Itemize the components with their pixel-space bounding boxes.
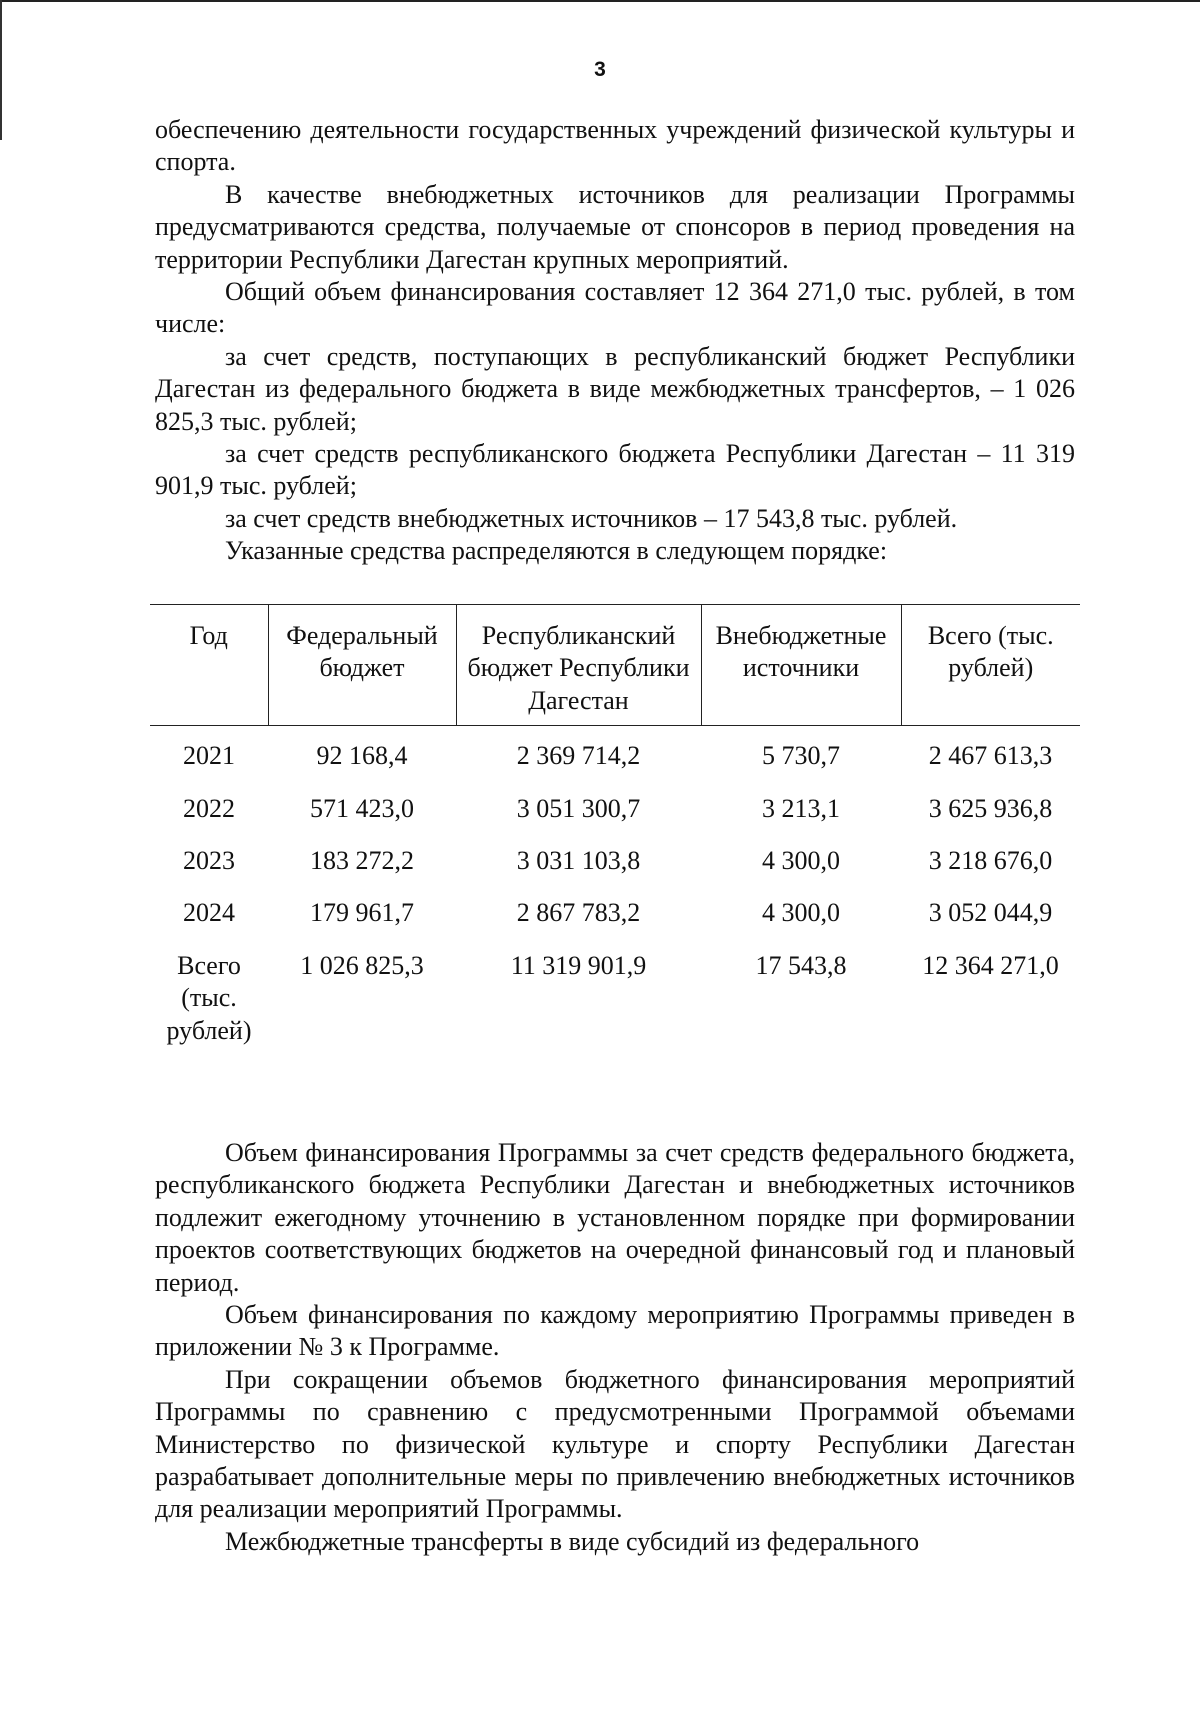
paragraph: Объем финансирования по каждому мероприятию Программы приведен в приложении № 3 к Программе.	[155, 1300, 1075, 1362]
page-number: 3	[594, 58, 606, 81]
paragraph: При сокращении объемов бюджетного финансирования мероприятий Программы по сравнению с предусмотренными Программой объемами Министерство по физической культуре и спорту Республики Дагестан разрабатывает дополнительные меры по привлечению внебюджетных источников для реализации мероприятий Программы.	[155, 1364, 1075, 1524]
body-text-top	[155, 114, 1075, 568]
paragraph: Общий объем финансирования составляет 12 364 271,0 тыс. рублей, в том числе:	[155, 277, 1075, 339]
top-border-line	[0, 0, 1200, 2]
table-row-total	[150, 938, 1080, 1055]
table-header-row	[150, 605, 1080, 726]
cell-total: 3 218 676,0	[928, 846, 1053, 876]
header-total: Всего (тыс. рублей)	[901, 605, 1080, 726]
header-year: Год	[150, 605, 268, 726]
cell-federal: 92 168,4	[316, 741, 408, 771]
header-republic: Республиканский бюджет Республики Дагестан	[456, 605, 701, 726]
cell-total: 3 625 936,8	[928, 793, 1053, 823]
header-extrabudget: Внебюджетные источники	[701, 605, 901, 726]
cell-republic: 2 369 714,2	[516, 741, 641, 771]
cell-federal: 1 026 825,3	[300, 950, 424, 980]
paragraph: В качестве внебюджетных источников для реализации Программы предусматриваются средства, получаемые от спонсоров в период проведения на территории Республики Дагестан крупных мероприятий.	[155, 179, 1075, 274]
table-row	[150, 833, 1080, 885]
paragraph: за счет средств, поступающих в республиканский бюджет Республики Дагестан из федерального бюджета в виде межбюджетных трансфертов, – 1 026 825,3 тыс. рублей;	[155, 341, 1075, 436]
cell-extrabudget: 5 730,7	[762, 741, 840, 771]
cell-republic: 3 031 103,8	[516, 846, 641, 876]
paragraph: за счет средств республиканского бюджета Республики Дагестан – 11 319 901,9 тыс. рублей;	[155, 439, 1075, 501]
cell-total: 3 052 044,9	[928, 898, 1053, 928]
cell-extrabudget: 17 543,8	[755, 950, 847, 980]
cell-federal: 179 961,7	[310, 898, 414, 928]
cell-republic: 3 051 300,7	[516, 793, 641, 823]
paragraph: Указанные средства распределяются в следующем порядке:	[225, 536, 888, 566]
cell-total: 12 364 271,0	[922, 950, 1059, 980]
cell-extrabudget: 4 300,0	[762, 846, 840, 876]
cell-year: 2024	[183, 898, 235, 928]
cell-federal: 183 272,2	[310, 846, 414, 876]
table-row	[150, 726, 1080, 781]
paragraph: Межбюджетные трансферты в виде субсидий из федерального	[225, 1526, 920, 1556]
header-federal: Федеральный бюджет	[268, 605, 456, 726]
table-row	[150, 781, 1080, 833]
cell-year: 2023	[183, 846, 235, 876]
cell-total: 2 467 613,3	[928, 741, 1053, 771]
cell-federal: 571 423,0	[310, 793, 414, 823]
cell-total-label: Всего (тыс. рублей)	[166, 950, 252, 1045]
cell-year: 2021	[183, 741, 235, 771]
paragraph: за счет средств внебюджетных источников – 17 543,8 тыс. рублей.	[225, 503, 958, 533]
paragraph: Объем финансирования Программы за счет средств федерального бюджета, республиканского бюджета Республики Дагестан и внебюджетных источников подлежит ежегодному уточнению в установленном порядке при формировании проектов соответствующих бюджетов на очередной финансовый год и плановый период.	[155, 1138, 1075, 1297]
cell-republic: 11 319 901,9	[510, 950, 647, 980]
table-row	[150, 885, 1080, 937]
cell-extrabudget: 3 213,1	[762, 793, 840, 823]
cell-republic: 2 867 783,2	[516, 898, 641, 928]
financing-table	[150, 604, 1080, 1055]
paragraph: обеспечению деятельности государственных учреждений физической культуры и спорта.	[155, 115, 1075, 177]
cell-extrabudget: 4 300,0	[762, 898, 840, 928]
cell-year: 2022	[183, 793, 235, 823]
body-text-bottom	[155, 1137, 1075, 1558]
